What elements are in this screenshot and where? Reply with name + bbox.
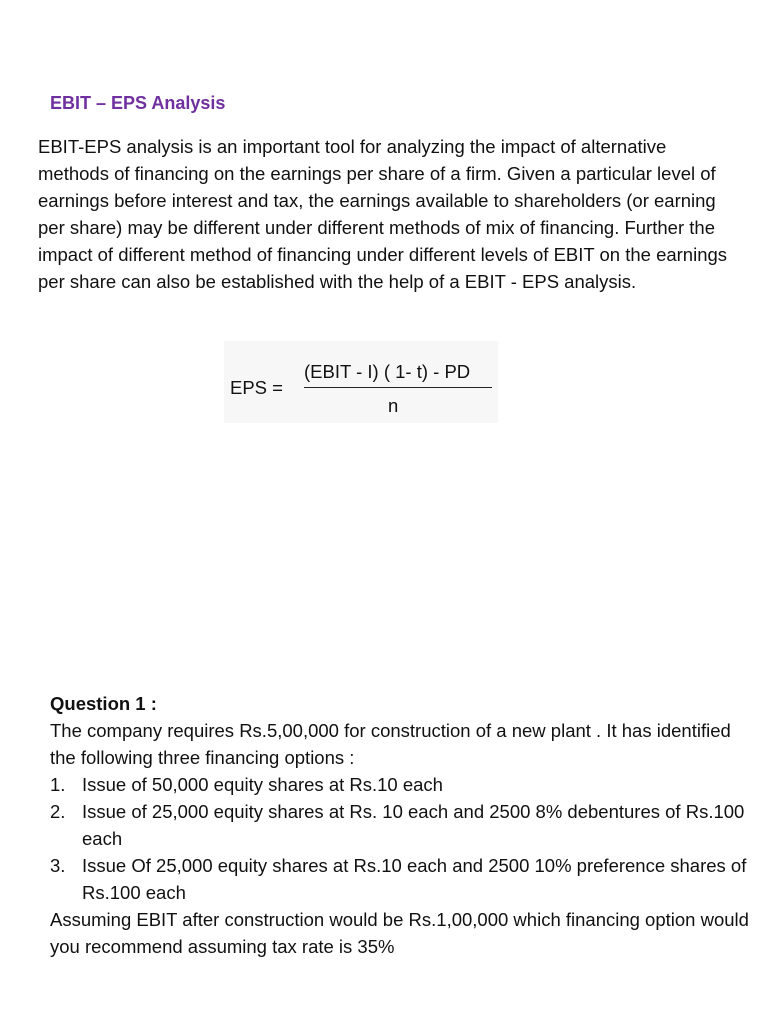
option-number: 1. (50, 774, 66, 795)
question-intro: The company requires Rs.5,00,000 for construction of a new plant . It has identified the following three financing options : (50, 720, 731, 768)
formula-lhs: EPS = (230, 377, 283, 398)
option-number: 3. (50, 855, 66, 876)
option-text: Issue of 25,000 equity shares at Rs. 10 each and 2500 8% debentures of Rs.100 each (82, 801, 745, 849)
formula-numerator: (EBIT - I) ( 1- t) - PD (304, 361, 471, 382)
list-item (50, 852, 750, 906)
question-title: Question 1 : (50, 693, 157, 714)
list-item (50, 798, 750, 852)
option-number: 2. (50, 801, 66, 822)
fraction-bar (304, 387, 492, 388)
formula-denominator: n (388, 395, 399, 416)
financing-options-list (50, 771, 750, 906)
option-text: Issue Of 25,000 equity shares at Rs.10 each and 2500 10% preference shares of Rs.100 each (82, 855, 747, 903)
eps-formula (224, 341, 498, 423)
question-block (50, 690, 750, 960)
intro-paragraph: EBIT-EPS analysis is an important tool for analyzing the impact of alternative methods of financing on the earnings per share of a firm. Given a particular level of earnings before interest and tax, the earnings available to shareholders (or earning per share) may be different under different methods of mix of financing. Further the impact of different method of financing under different levels of EBIT on the earnings per share can also be established with the help of a EBIT - EPS analysis. (38, 136, 728, 292)
question-closing: Assuming EBIT after construction would be Rs.1,00,000 which financing option would you recommend assuming tax rate is 35% (50, 909, 749, 957)
list-item (50, 771, 750, 798)
option-text: Issue of 50,000 equity shares at Rs.10 each (82, 774, 443, 795)
section-heading: EBIT – EPS Analysis (50, 93, 226, 113)
